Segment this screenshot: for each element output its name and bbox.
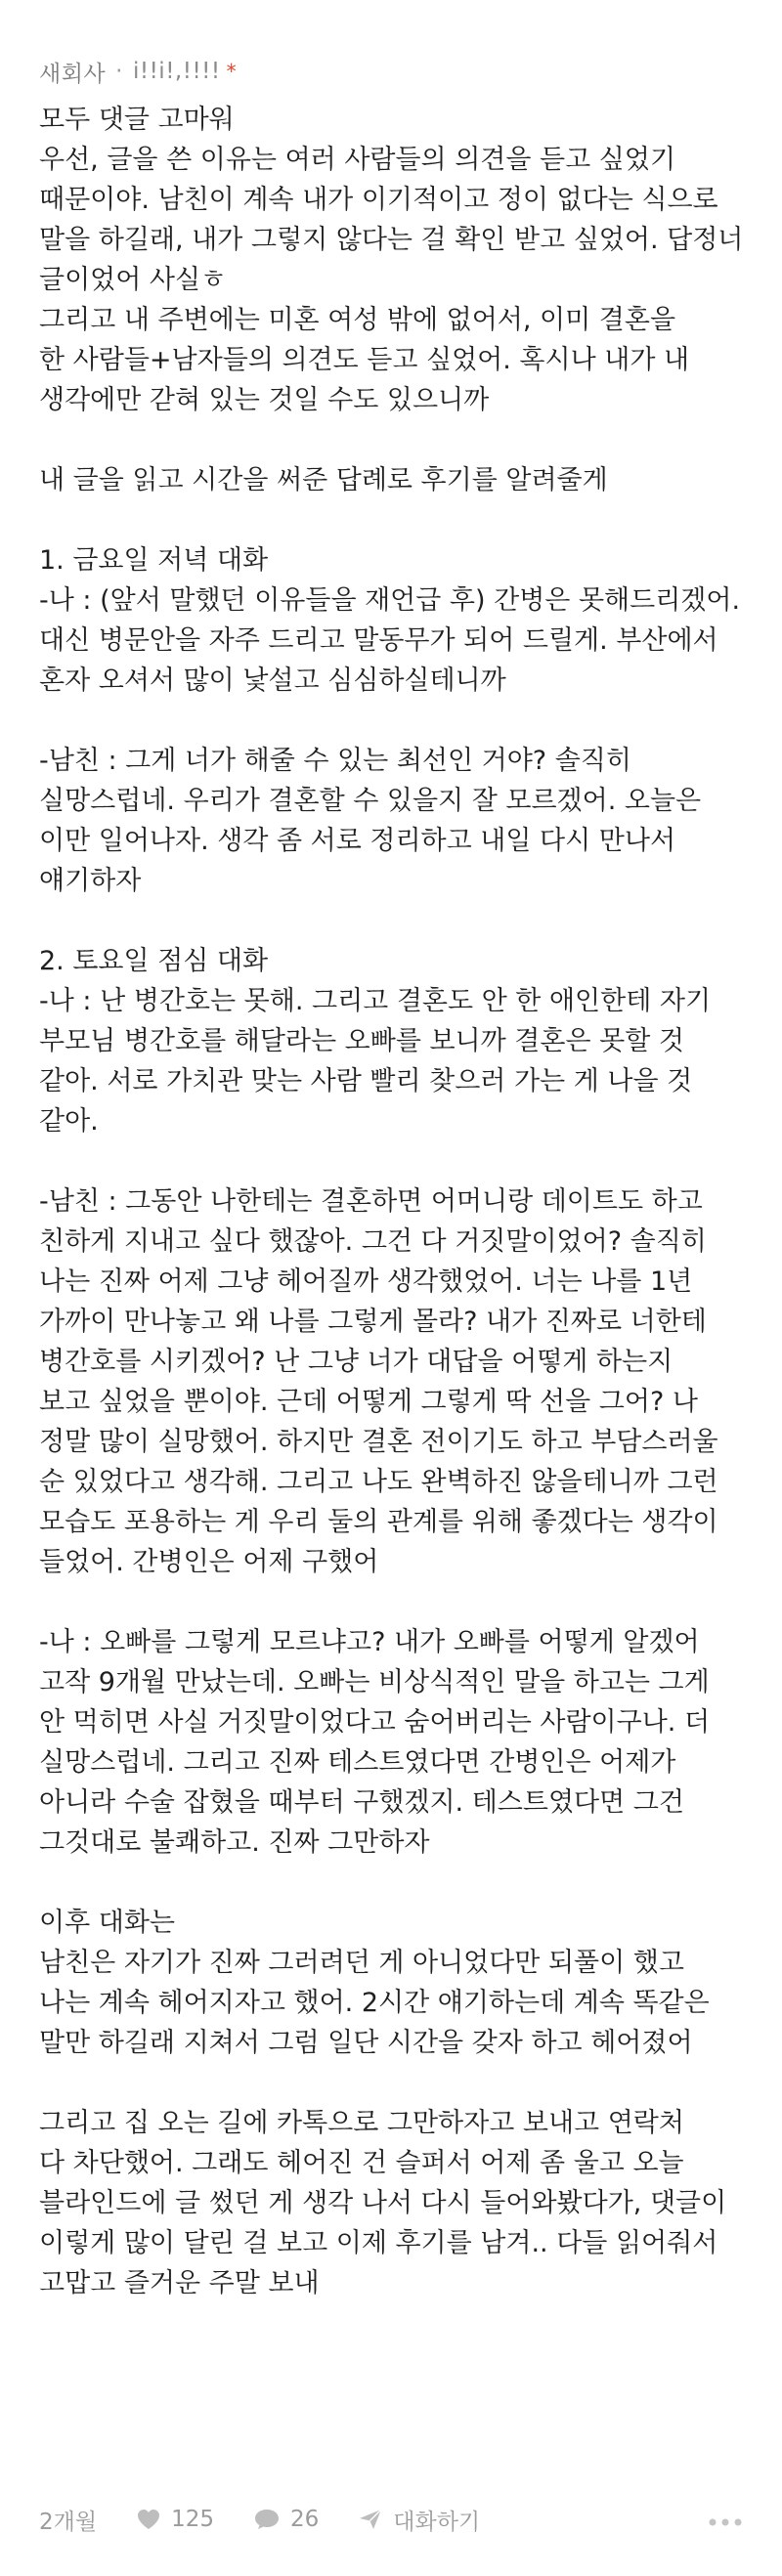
post-paragraph <box>39 1903 762 2063</box>
post-paragraph <box>39 741 762 901</box>
post-paragraph <box>39 100 762 420</box>
post-text-line: 순 있었다고 생각해. 그리고 나도 완벽하진 않을테니까 그런 <box>39 1467 718 1497</box>
like-count: 125 <box>171 2507 214 2532</box>
post-time: 2개월 <box>39 2509 98 2535</box>
comment-count: 26 <box>289 2507 320 2532</box>
post-text-line: 이렇게 많이 달린 걸 보고 이제 후기를 남겨.. 다들 읽어줘서 <box>39 2228 718 2258</box>
author-row <box>39 54 237 89</box>
post-text-line: 우선, 글을 쓴 이유는 여러 사람들의 의견을 듣고 싶었기 <box>39 145 676 175</box>
author-separator: · <box>115 59 123 84</box>
post-text-line: 다 차단했어. 그래도 헤어진 건 슬퍼서 어제 좀 울고 오늘 <box>39 2148 684 2178</box>
like-button[interactable] <box>136 2507 214 2532</box>
post-text-line: 이후 대화는 <box>39 1908 175 1938</box>
post-text-line: -나 : 난 병간호는 못해. 그리고 결혼도 안 한 애인한테 자기 <box>39 986 712 1016</box>
post-paragraph <box>39 1622 762 1863</box>
post-text-line: 나는 진짜 어제 그냥 헤어질까 생각했었어. 너는 나를 1년 <box>39 1267 693 1297</box>
post-paragraph <box>39 460 762 500</box>
post-text-line: 모두 댓글 고마워 <box>39 105 235 135</box>
post-text-line: 가까이 만나놓고 왜 나를 그렇게 몰라? 내가 진짜로 너한테 <box>39 1307 707 1337</box>
post-text-line: 아니라 수술 잡혔을 때부터 구했겠지. 테스트였다면 그건 <box>39 1787 684 1818</box>
post-text-line: 친하게 지내고 싶다 했잖아. 그건 다 거짓말이었어? 솔직히 <box>39 1226 707 1257</box>
post-paragraph <box>39 941 762 1141</box>
post-text-line: 이만 일어나자. 생각 좀 서로 정리하고 내일 다시 만나서 <box>39 826 676 856</box>
post-text-line: 고작 9개월 만났는데. 오빠는 비상식적인 말을 하고는 그게 <box>39 1667 710 1697</box>
post-text-line: 부모님 병간호를 해달라는 오빠를 보니까 결혼은 못할 것 <box>39 1026 684 1056</box>
comment-button[interactable] <box>253 2507 319 2532</box>
post-text-line: 안 먹히면 사실 거짓말이었다고 숨어버리는 사람이구나. 더 <box>39 1707 711 1738</box>
post-text-line: 실망스럽네. 그리고 진짜 테스트였다면 간병인은 어제가 <box>39 1747 676 1778</box>
post-text-line: 때문이야. 남친이 계속 내가 이기적이고 정이 없다는 식으로 <box>39 185 718 215</box>
post-text-line: -남친 : 그게 너가 해줄 수 있는 최선인 거야? 솔직히 <box>39 746 631 776</box>
post-text-line: 모습도 포용하는 게 우리 둘의 관계를 위해 좋겠다는 생각이 <box>39 1507 718 1537</box>
post-text-line: 생각에만 갇혀 있는 것일 수도 있으니까 <box>39 385 490 415</box>
author-badge: * <box>226 60 238 83</box>
post-text-line: 고맙고 즐거운 주말 보내 <box>39 2268 320 2298</box>
post-text-line: 실망스럽네. 우리가 결혼할 수 있을지 잘 모르겠어. 오늘은 <box>39 786 702 816</box>
post-text-line: 1. 금요일 저녁 대화 <box>39 545 269 576</box>
post-text-line: 나는 계속 헤어지자고 했어. 2시간 얘기하는데 계속 똑같은 <box>39 1988 710 2018</box>
send-icon <box>358 2508 383 2531</box>
share-button[interactable] <box>358 2504 480 2536</box>
post-text-line: 그리고 내 주변에는 미혼 여성 밖에 없어서, 이미 결혼을 <box>39 305 676 335</box>
post-text-line: 내 글을 읽고 시간을 써준 답례로 후기를 알려줄게 <box>39 465 608 495</box>
post-text-line: 그것대로 불쾌하고. 진짜 그만하자 <box>39 1827 430 1858</box>
post-paragraph <box>39 1181 762 1582</box>
post-text-line: -나 : 오빠를 그렇게 모르냐고? 내가 오빠를 어떻게 알겠어 <box>39 1627 700 1657</box>
post-text-line: 정말 많이 실망했어. 하지만 결혼 전이기도 하고 부담스러울 <box>39 1427 718 1457</box>
post-text-line: 들었어. 간병인은 어제 구했어 <box>39 1547 379 1577</box>
post-text-line: 말을 하길래, 내가 그렇지 않다는 걸 확인 받고 싶었어. 답정너 <box>39 225 744 255</box>
post-paragraph <box>39 2103 762 2303</box>
post-text-line: 2. 토요일 점심 대화 <box>39 946 269 976</box>
post-text-line: 보고 싶었을 뿐이야. 근데 어떻게 그렇게 딱 선을 그어? 나 <box>39 1387 698 1417</box>
more-icon <box>708 2517 743 2527</box>
post-text-line: 대신 병문안을 자주 드리고 말동무가 되어 드릴게. 부산에서 <box>39 625 718 656</box>
post-text-line: 병간호를 시키겠어? 난 그냥 너가 대답을 어떻게 하는지 <box>39 1347 673 1377</box>
post-footer <box>39 2500 743 2539</box>
author-nickname: i!!i!,!!!! <box>132 59 221 84</box>
post-text-line: 혼자 오셔서 많이 낯설고 심심하실테니까 <box>39 665 506 696</box>
post-text-line: 그리고 집 오는 길에 카톡으로 그만하자고 보내고 연락처 <box>39 2108 684 2138</box>
author-company[interactable]: 새회사 <box>39 61 107 87</box>
post-text-line: -남친 : 그동안 나한테는 결혼하면 어머니랑 데이트도 하고 <box>39 1186 703 1217</box>
post-text-line: 얘기하자 <box>39 866 142 896</box>
post-text-line: 남친은 자기가 진짜 그러려던 게 아니었다만 되풀이 했고 <box>39 1948 684 1978</box>
post-text-line: 같아. <box>39 1106 99 1137</box>
heart-icon <box>136 2508 161 2531</box>
comment-icon <box>253 2508 281 2531</box>
post-text-line: 블라인드에 글 썼던 게 생각 나서 다시 들어와봤다가, 댓글이 <box>39 2188 727 2218</box>
post-text-line: -나 : (앞서 말했던 이유들을 재언급 후) 간병은 못해드리겠어. <box>39 585 741 616</box>
post-paragraph <box>39 540 762 701</box>
more-button[interactable] <box>708 2508 743 2533</box>
post-text-line: 한 사람들+남자들의 의견도 듣고 싶었어. 혹시나 내가 내 <box>39 345 690 375</box>
post-body <box>39 100 762 2303</box>
post-text-line: 말만 하길래 지쳐서 그럼 일단 시간을 갖자 하고 헤어졌어 <box>39 2028 693 2058</box>
share-label: 대화하기 <box>393 2509 481 2535</box>
post-text-line: 같아. 서로 가치관 맞는 사람 빨리 찾으러 가는 게 나을 것 <box>39 1066 693 1096</box>
post-text-line: 글이었어 사실ㅎ <box>39 265 227 295</box>
